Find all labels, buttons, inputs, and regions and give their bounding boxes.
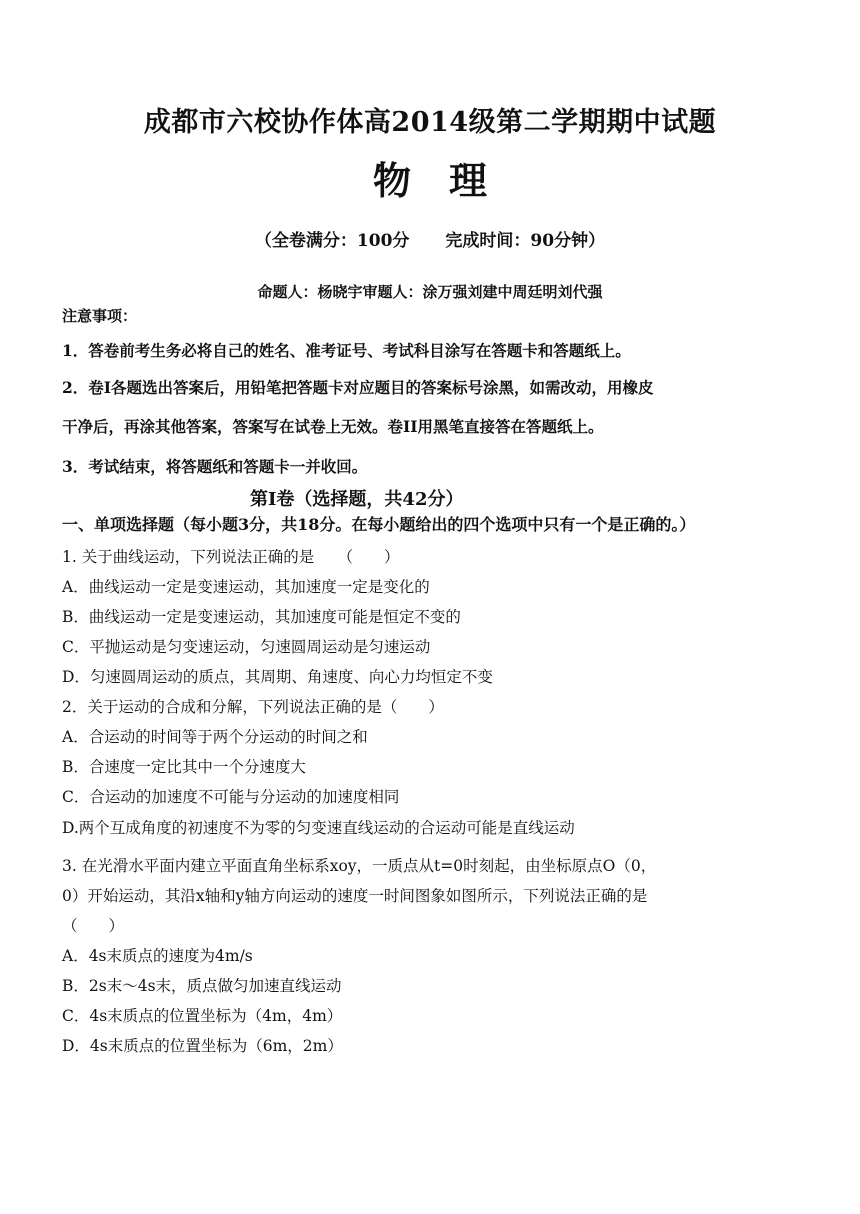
notice-item-2-line-2: 干净后，再涂其他答案，答案写在试卷上无效。卷II用黑笔直接答在答题纸上。 <box>62 417 604 436</box>
q3-option-d: D．4s末质点的位置坐标为（6m，2m） <box>62 1037 343 1055</box>
q2-option-c: C．合运动的加速度不可能与分运动的加速度相同 <box>62 788 400 806</box>
notice-item-2-line-1: 2．卷I各题选出答案后，用铅笔把答题卡对应题目的答案标号涂黑，如需改动，用橡皮 <box>62 378 654 397</box>
q3-stem-line-2: 0）开始运动，其沿x轴和y轴方向运动的速度一时间图象如图所示，下列说法正确的是 <box>62 887 648 905</box>
q2-option-b: B．合速度一定比其中一个分速度大 <box>62 758 306 776</box>
part-heading: 一、单项选择题（每小题3分，共18分。在每小题给出的四个选项中只有一个是正确的。） <box>62 515 696 534</box>
q1-option-c: C．平抛运动是匀变速运动，匀速圆周运动是匀速运动 <box>62 638 431 656</box>
q1-option-b: B．曲线运动一定是变速运动，其加速度可能是恒定不变的 <box>62 608 461 626</box>
time-info: 完成时间：90分钟） <box>445 231 606 251</box>
q1-option-a: A．曲线运动一定是变速运动，其加速度一定是变化的 <box>62 578 430 596</box>
notice-item-3: 3．考试结束，将答题纸和答题卡一并收回。 <box>62 457 368 476</box>
q2-option-d: D.两个互成角度的初速度不为零的匀变速直线运动的合运动可能是直线运动 <box>62 819 575 837</box>
authors-line: 命题人：杨晓宇审题人：涂万强刘建中周廷明刘代强 <box>257 283 603 301</box>
q2-option-a: A．合运动的时间等于两个分运动的时间之和 <box>62 728 368 746</box>
notice-heading: 注意事项： <box>62 307 138 325</box>
q1-option-d: D．匀速圆周运动的质点，其周期、角速度、向心力均恒定不变 <box>62 668 493 686</box>
q2-stem: 2．关于运动的合成和分解，下列说法正确的是（ ） <box>62 698 444 716</box>
q3-stem-line-3: （ ） <box>62 917 125 935</box>
q3-option-c: C．4s末质点的位置坐标为（4m，4m） <box>62 1007 343 1025</box>
subject-char-2: 理 <box>449 158 488 203</box>
notice-item-1: 1．答卷前考生务必将自己的姓名、准考证号、考试科目涂写在答题卡和答题纸上。 <box>62 341 631 360</box>
subject-title <box>0 150 860 205</box>
exam-info <box>0 226 860 251</box>
exam-title: 成都市六校协作体高2014级第二学期期中试题 <box>143 107 717 138</box>
q3-stem-line-1: 3. 在光滑水平面内建立平面直角坐标系xoy，一质点从t=0时刻起，由坐标原点O（0， <box>62 857 657 875</box>
subject-char-1: 物 <box>372 158 411 203</box>
section-heading: 第Ⅰ卷（选择题，共42分） <box>250 489 464 510</box>
score-info: （全卷满分：100分 <box>254 231 410 251</box>
q3-option-a: A．4s末质点的速度为4m/s <box>62 947 253 965</box>
q1-stem: 1. 关于曲线运动，下列说法正确的是 （ ） <box>62 548 400 566</box>
q3-option-b: B．2s末～4s末，质点做匀加速直线运动 <box>62 977 342 995</box>
